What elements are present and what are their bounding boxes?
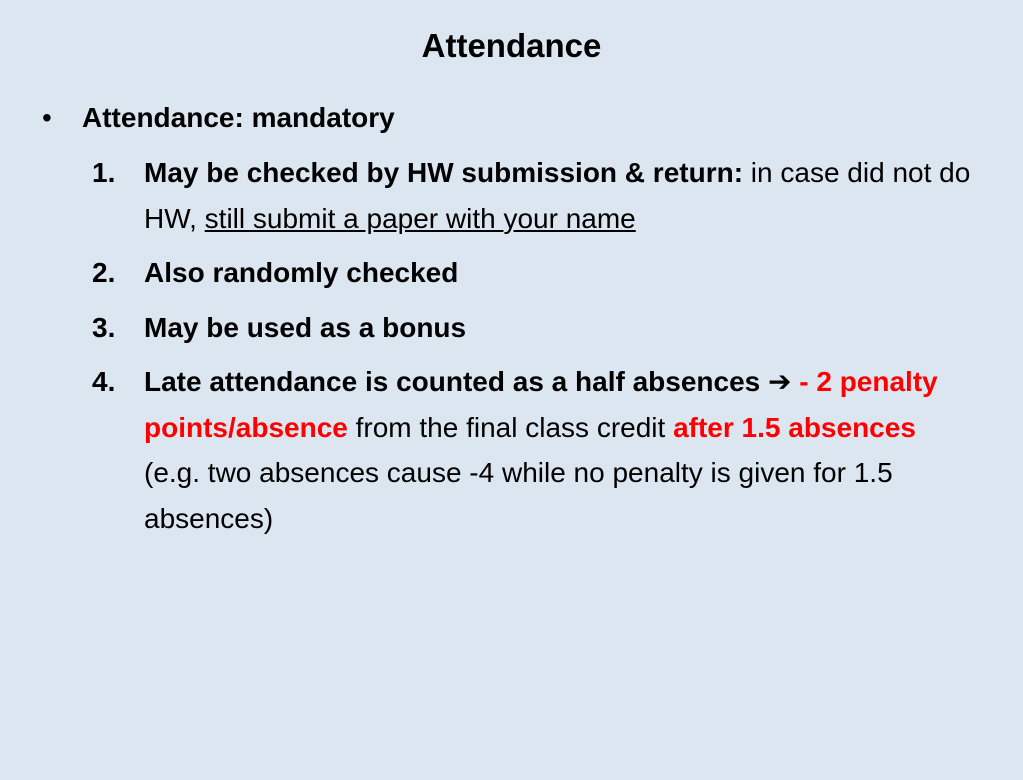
- list-number: 3.: [92, 311, 116, 343]
- item-2-bold-text: Also randomly checked: [144, 257, 459, 288]
- list-item-4: [92, 359, 972, 541]
- list-number: 2.: [92, 257, 116, 288]
- list-item-2: [92, 250, 972, 296]
- list-number: 1.: [92, 157, 116, 188]
- slide-title: Attendance: [421, 27, 602, 64]
- item-4-bold-text: Late attendance is counted as a half absences: [144, 366, 768, 397]
- main-bullet-text: Attendance: mandatory: [82, 102, 395, 133]
- list-number: 4.: [92, 366, 116, 397]
- item-1-bold-text: May be checked by HW submission & return:: [144, 157, 744, 188]
- item-4-normal-text-2: (e.g. two absences cause -4 while no penalty is given for 1.5 absences): [144, 457, 893, 534]
- numbered-list: [92, 150, 972, 550]
- list-item-1: [92, 150, 972, 241]
- item-4-red-text-1: - 2 penalty points/absence: [144, 366, 938, 443]
- item-4-red-text-2: after 1.5 absences: [673, 411, 916, 443]
- arrow-right-icon: ➔: [768, 366, 792, 397]
- list-item-3: [92, 305, 972, 351]
- item-1-underlined-text: still submit a paper with your name: [204, 202, 636, 234]
- main-bullet: [42, 97, 395, 139]
- item-1-normal-text: in case did not do HW,: [144, 157, 971, 234]
- item-4-normal-text-1: from the final class credit: [347, 411, 674, 443]
- bullet-dot-icon: •: [42, 102, 52, 133]
- item-3-bold-text: May be used as a bonus: [144, 311, 467, 343]
